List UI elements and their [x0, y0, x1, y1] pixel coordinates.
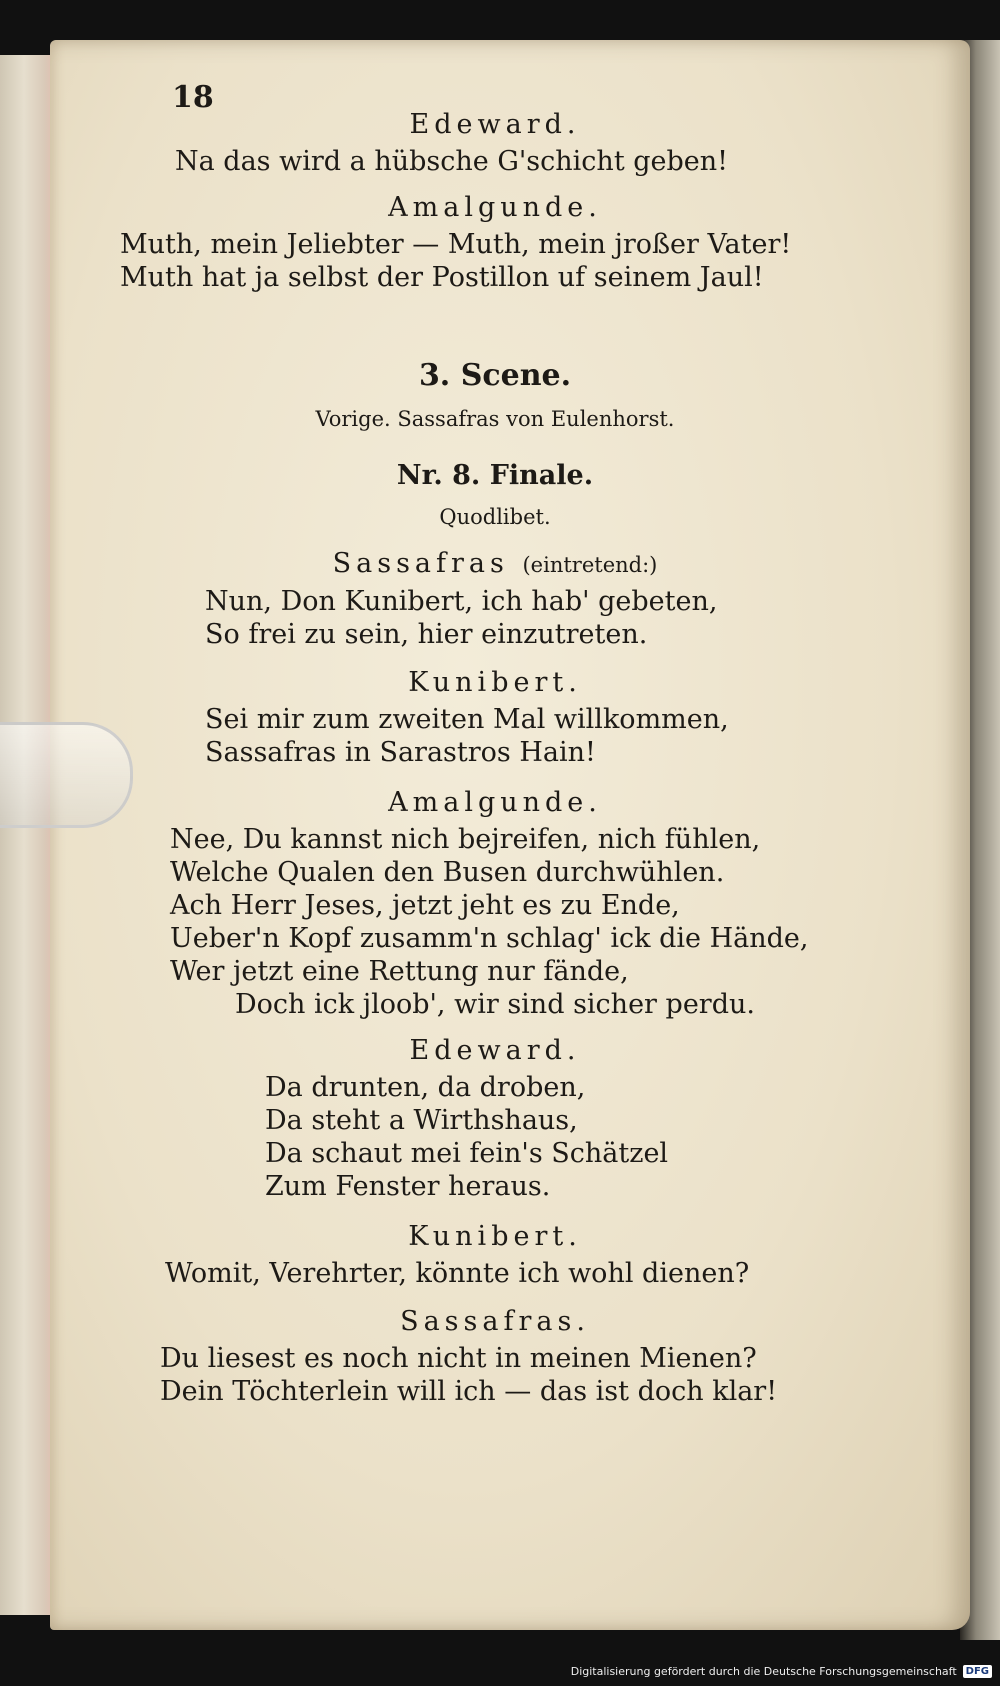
verse — [175, 145, 840, 178]
stage-direction: (eintretend:) — [522, 553, 658, 577]
speaker-name: Edeward. — [409, 1035, 581, 1066]
verse — [165, 1257, 840, 1290]
verse — [205, 703, 840, 769]
verse-line: Da drunten, da droben, — [265, 1072, 586, 1103]
verse-line: Nee, Du kannst nich bejreifen, nich fühlen, — [170, 824, 761, 855]
page-text — [120, 105, 840, 1408]
verse-line: Zum Fenster heraus. — [265, 1171, 551, 1202]
speaker-name: Kunibert. — [408, 1221, 582, 1252]
verse — [120, 228, 840, 294]
verse-line: Sei mir zum zweiten Mal willkommen, — [205, 704, 729, 735]
speaker-name-text: Sassafras — [332, 548, 509, 579]
verse-line: Sassafras in Sarastros Hain! — [205, 737, 596, 768]
verse-line: Da steht a Wirthshaus, — [265, 1105, 578, 1136]
verse-line: Doch ick jloob', wir sind sicher perdu. — [235, 989, 755, 1020]
verse-line: Dein Töchterlein will ich — das ist doch klar! — [160, 1376, 778, 1407]
verse-line: Muth hat ja selbst der Postillon uf seinem Jaul! — [120, 262, 764, 293]
verse — [205, 585, 840, 651]
speaker-name: Sassafras. — [400, 1306, 590, 1337]
verse-line: Da schaut mei fein's Schätzel — [265, 1138, 669, 1169]
speaker-name: Amalgunde. — [388, 787, 602, 818]
verse — [170, 823, 840, 1021]
page-number: 18 — [172, 80, 214, 115]
verse — [160, 1342, 840, 1408]
number-title: Nr. 8. Finale. — [396, 460, 594, 491]
speaker-name: Amalgunde. — [388, 192, 602, 223]
page-clip — [0, 722, 133, 828]
verse-line: Muth, mein Jeliebter — Muth, mein jroßer Vater! — [120, 229, 792, 260]
speaker-name — [150, 544, 840, 585]
verse-line: Womit, Verehrter, könnte ich wohl dienen? — [165, 1258, 750, 1289]
scene-title: 3. Scene. — [418, 358, 572, 393]
verse-line: Du liesest es noch nicht in meinen Mienen? — [160, 1343, 757, 1374]
dfg-logo-icon: DFG — [963, 1665, 992, 1678]
scene-cast: Vorige. Sassafras von Eulenhorst. — [315, 407, 675, 431]
speaker-name: Kunibert. — [408, 667, 582, 698]
verse-line: Ueber'n Kopf zusamm'n schlag' ick die Hände, — [170, 923, 809, 954]
verse-line: Ach Herr Jeses, jetzt jeht es zu Ende, — [170, 890, 680, 921]
verse-line: Nun, Don Kunibert, ich hab' gebeten, — [205, 586, 718, 617]
digitization-credit — [571, 1662, 992, 1680]
verse — [265, 1071, 840, 1203]
verse-line: Welche Qualen den Busen durchwühlen. — [170, 857, 725, 888]
number-subtitle: Quodlibet. — [439, 505, 551, 529]
speaker-name: Edeward. — [409, 109, 581, 140]
verse-line: Wer jetzt eine Rettung nur fände, — [170, 956, 629, 987]
verse-line: Na das wird a hübsche G'schicht geben! — [175, 146, 729, 177]
credit-text: Digitalisierung gefördert durch die Deutsche Forschungsgemeinschaft — [570, 1664, 957, 1678]
verse-line: So frei zu sein, hier einzutreten. — [205, 619, 648, 650]
